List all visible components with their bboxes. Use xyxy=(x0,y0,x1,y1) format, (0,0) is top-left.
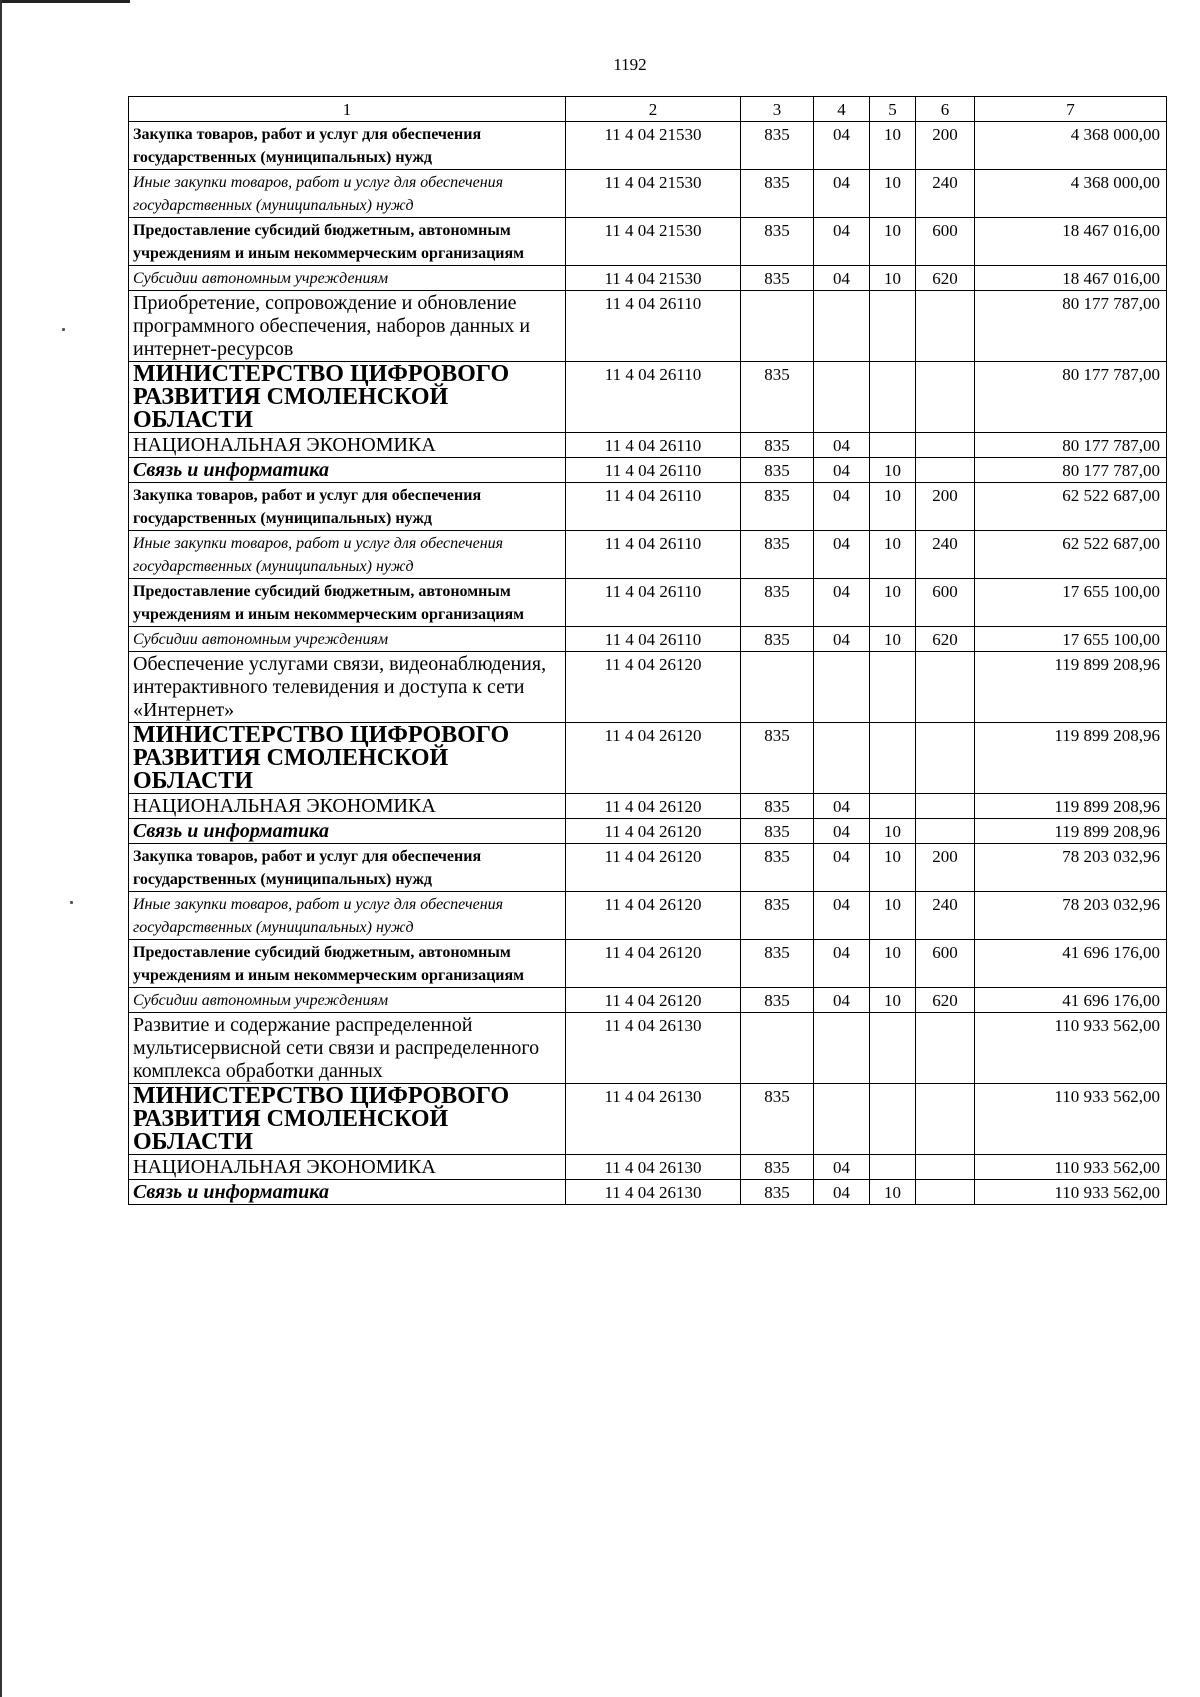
expense-type-cell xyxy=(916,652,975,723)
code-cell: 11 4 04 26120 xyxy=(566,794,741,819)
expense-type-cell xyxy=(916,291,975,362)
name-cell: НАЦИОНАЛЬНАЯ ЭКОНОМИКА xyxy=(129,433,566,458)
table-row xyxy=(129,1084,1167,1155)
code-cell: 11 4 04 26120 xyxy=(566,844,741,892)
code-cell: 11 4 04 26120 xyxy=(566,723,741,794)
table-body xyxy=(129,97,1167,1205)
name-cell: Закупка товаров, работ и услуг для обеспечения государственных (муниципальных) нужд xyxy=(129,844,566,892)
amount-cell: 17 655 100,00 xyxy=(975,627,1167,652)
subsection-cell xyxy=(870,652,916,723)
expense-type-cell: 620 xyxy=(916,266,975,291)
code-cell: 11 4 04 26130 xyxy=(566,1013,741,1084)
section-cell: 04 xyxy=(814,1180,870,1205)
subsection-cell xyxy=(870,291,916,362)
subsection-cell: 10 xyxy=(870,940,916,988)
section-cell: 04 xyxy=(814,844,870,892)
admin-code-cell: 835 xyxy=(741,627,814,652)
admin-code-cell: 835 xyxy=(741,844,814,892)
expense-type-cell xyxy=(916,433,975,458)
expense-type-cell: 600 xyxy=(916,940,975,988)
admin-code-cell: 835 xyxy=(741,940,814,988)
section-cell: 04 xyxy=(814,892,870,940)
table-row xyxy=(129,291,1167,362)
expense-type-cell: 200 xyxy=(916,844,975,892)
name-cell: НАЦИОНАЛЬНАЯ ЭКОНОМИКА xyxy=(129,794,566,819)
table-row xyxy=(129,483,1167,531)
code-cell: 11 4 04 26120 xyxy=(566,940,741,988)
section-cell: 04 xyxy=(814,433,870,458)
admin-code-cell: 835 xyxy=(741,1155,814,1180)
name-cell: Закупка товаров, работ и услуг для обеспечения государственных (муниципальных) нужд xyxy=(129,122,566,170)
amount-cell: 119 899 208,96 xyxy=(975,723,1167,794)
subsection-cell xyxy=(870,1084,916,1155)
amount-cell: 62 522 687,00 xyxy=(975,483,1167,531)
section-cell: 04 xyxy=(814,627,870,652)
subsection-cell xyxy=(870,1013,916,1084)
header-cell: 1 xyxy=(129,97,566,122)
name-cell: Предоставление субсидий бюджетным, автономным учреждениям и иным некоммерческим организациям xyxy=(129,579,566,627)
subsection-cell: 10 xyxy=(870,1180,916,1205)
amount-cell: 18 467 016,00 xyxy=(975,218,1167,266)
name-cell: Иные закупки товаров, работ и услуг для обеспечения государственных (муниципальных) нужд xyxy=(129,531,566,579)
subsection-cell: 10 xyxy=(870,844,916,892)
subsection-cell xyxy=(870,794,916,819)
scan-edge-top xyxy=(0,0,130,3)
table-row xyxy=(129,458,1167,483)
expense-type-cell xyxy=(916,794,975,819)
name-cell: Связь и информатика xyxy=(129,819,566,844)
code-cell: 11 4 04 26110 xyxy=(566,433,741,458)
name-cell: Субсидии автономным учреждениям xyxy=(129,266,566,291)
subsection-cell: 10 xyxy=(870,483,916,531)
code-cell: 11 4 04 26110 xyxy=(566,531,741,579)
name-cell: НАЦИОНАЛЬНАЯ ЭКОНОМИКА xyxy=(129,1155,566,1180)
code-cell: 11 4 04 26120 xyxy=(566,819,741,844)
table-row xyxy=(129,723,1167,794)
admin-code-cell: 835 xyxy=(741,218,814,266)
header-cell: 6 xyxy=(916,97,975,122)
name-cell: Обеспечение услугами связи, видеонаблюдения, интерактивного телевидения и доступа к сети «Интернет» xyxy=(129,652,566,723)
section-cell: 04 xyxy=(814,579,870,627)
scan-speck xyxy=(70,901,73,904)
amount-cell: 18 467 016,00 xyxy=(975,266,1167,291)
admin-code-cell xyxy=(741,291,814,362)
scan-edge-left xyxy=(0,0,2,1697)
expense-type-cell: 620 xyxy=(916,627,975,652)
section-cell: 04 xyxy=(814,218,870,266)
amount-cell: 80 177 787,00 xyxy=(975,291,1167,362)
amount-cell: 80 177 787,00 xyxy=(975,458,1167,483)
subsection-cell xyxy=(870,723,916,794)
code-cell: 11 4 04 21530 xyxy=(566,218,741,266)
code-cell: 11 4 04 26130 xyxy=(566,1180,741,1205)
section-cell: 04 xyxy=(814,170,870,218)
amount-cell: 119 899 208,96 xyxy=(975,819,1167,844)
amount-cell: 80 177 787,00 xyxy=(975,433,1167,458)
table-row xyxy=(129,122,1167,170)
amount-cell: 41 696 176,00 xyxy=(975,988,1167,1013)
admin-code-cell: 835 xyxy=(741,892,814,940)
amount-cell: 119 899 208,96 xyxy=(975,652,1167,723)
admin-code-cell xyxy=(741,652,814,723)
budget-table xyxy=(128,96,1167,1205)
name-cell: Субсидии автономным учреждениям xyxy=(129,627,566,652)
code-cell: 11 4 04 26120 xyxy=(566,892,741,940)
subsection-cell: 10 xyxy=(870,819,916,844)
amount-cell: 110 933 562,00 xyxy=(975,1180,1167,1205)
subsection-cell: 10 xyxy=(870,627,916,652)
name-cell: Предоставление субсидий бюджетным, автономным учреждениям и иным некоммерческим организациям xyxy=(129,940,566,988)
code-cell: 11 4 04 26110 xyxy=(566,627,741,652)
header-cell: 3 xyxy=(741,97,814,122)
header-cell: 4 xyxy=(814,97,870,122)
amount-cell: 80 177 787,00 xyxy=(975,362,1167,433)
section-cell xyxy=(814,362,870,433)
code-cell: 11 4 04 26110 xyxy=(566,458,741,483)
expense-type-cell xyxy=(916,458,975,483)
name-cell: Предоставление субсидий бюджетным, автономным учреждениям и иным некоммерческим организациям xyxy=(129,218,566,266)
amount-cell: 110 933 562,00 xyxy=(975,1084,1167,1155)
code-cell: 11 4 04 21530 xyxy=(566,170,741,218)
expense-type-cell xyxy=(916,1155,975,1180)
expense-type-cell: 240 xyxy=(916,892,975,940)
subsection-cell: 10 xyxy=(870,122,916,170)
name-cell: Иные закупки товаров, работ и услуг для обеспечения государственных (муниципальных) нужд xyxy=(129,892,566,940)
section-cell xyxy=(814,723,870,794)
table-row xyxy=(129,844,1167,892)
expense-type-cell xyxy=(916,362,975,433)
admin-code-cell: 835 xyxy=(741,1180,814,1205)
table-row xyxy=(129,627,1167,652)
expense-type-cell: 200 xyxy=(916,122,975,170)
subsection-cell xyxy=(870,362,916,433)
admin-code-cell: 835 xyxy=(741,170,814,218)
admin-code-cell: 835 xyxy=(741,122,814,170)
table-row xyxy=(129,1180,1167,1205)
table-row xyxy=(129,819,1167,844)
table-row xyxy=(129,652,1167,723)
page-number: 1192 xyxy=(613,55,647,74)
subsection-cell: 10 xyxy=(870,988,916,1013)
expense-type-cell xyxy=(916,723,975,794)
header-cell: 7 xyxy=(975,97,1167,122)
table-row xyxy=(129,433,1167,458)
table-row xyxy=(129,218,1167,266)
expense-type-cell xyxy=(916,1180,975,1205)
name-cell: МИНИСТЕРСТВО ЦИФРОВОГО РАЗВИТИЯ СМОЛЕНСКОЙ ОБЛАСТИ xyxy=(129,362,566,433)
table-row xyxy=(129,892,1167,940)
admin-code-cell: 835 xyxy=(741,433,814,458)
amount-cell: 110 933 562,00 xyxy=(975,1013,1167,1084)
code-cell: 11 4 04 26130 xyxy=(566,1155,741,1180)
code-cell: 11 4 04 26110 xyxy=(566,291,741,362)
code-cell: 11 4 04 21530 xyxy=(566,266,741,291)
name-cell: Развитие и содержание распределенной мультисервисной сети связи и распределенного комплекса обработки данных xyxy=(129,1013,566,1084)
expense-type-cell: 240 xyxy=(916,531,975,579)
section-cell: 04 xyxy=(814,458,870,483)
amount-cell: 119 899 208,96 xyxy=(975,794,1167,819)
expense-type-cell xyxy=(916,1084,975,1155)
section-cell xyxy=(814,652,870,723)
code-cell: 11 4 04 26110 xyxy=(566,483,741,531)
section-cell: 04 xyxy=(814,940,870,988)
admin-code-cell: 835 xyxy=(741,794,814,819)
table-row xyxy=(129,940,1167,988)
section-cell: 04 xyxy=(814,794,870,819)
admin-code-cell: 835 xyxy=(741,579,814,627)
code-cell: 11 4 04 26130 xyxy=(566,1084,741,1155)
subsection-cell: 10 xyxy=(870,170,916,218)
section-cell: 04 xyxy=(814,531,870,579)
header-cell: 5 xyxy=(870,97,916,122)
subsection-cell: 10 xyxy=(870,458,916,483)
section-cell: 04 xyxy=(814,988,870,1013)
amount-cell: 17 655 100,00 xyxy=(975,579,1167,627)
admin-code-cell: 835 xyxy=(741,362,814,433)
expense-type-cell: 600 xyxy=(916,218,975,266)
table-row xyxy=(129,531,1167,579)
table-row xyxy=(129,988,1167,1013)
expense-type-cell: 240 xyxy=(916,170,975,218)
section-cell: 04 xyxy=(814,483,870,531)
amount-cell: 4 368 000,00 xyxy=(975,170,1167,218)
subsection-cell: 10 xyxy=(870,579,916,627)
table-row xyxy=(129,266,1167,291)
section-cell: 04 xyxy=(814,266,870,291)
subsection-cell xyxy=(870,433,916,458)
admin-code-cell: 835 xyxy=(741,988,814,1013)
section-cell: 04 xyxy=(814,122,870,170)
amount-cell: 4 368 000,00 xyxy=(975,122,1167,170)
name-cell: Приобретение, сопровождение и обновление программного обеспечения, наборов данных и интернет-ресурсов xyxy=(129,291,566,362)
header-cell: 2 xyxy=(566,97,741,122)
admin-code-cell: 835 xyxy=(741,266,814,291)
amount-cell: 41 696 176,00 xyxy=(975,940,1167,988)
name-cell: МИНИСТЕРСТВО ЦИФРОВОГО РАЗВИТИЯ СМОЛЕНСКОЙ ОБЛАСТИ xyxy=(129,1084,566,1155)
code-cell: 11 4 04 26120 xyxy=(566,652,741,723)
admin-code-cell xyxy=(741,1013,814,1084)
admin-code-cell: 835 xyxy=(741,531,814,579)
header-row xyxy=(129,97,1167,122)
section-cell xyxy=(814,1084,870,1155)
subsection-cell: 10 xyxy=(870,266,916,291)
subsection-cell: 10 xyxy=(870,531,916,579)
expense-type-cell: 200 xyxy=(916,483,975,531)
table-row xyxy=(129,1155,1167,1180)
section-cell: 04 xyxy=(814,819,870,844)
amount-cell: 78 203 032,96 xyxy=(975,844,1167,892)
expense-type-cell: 620 xyxy=(916,988,975,1013)
subsection-cell: 10 xyxy=(870,218,916,266)
scan-speck xyxy=(62,328,65,331)
section-cell xyxy=(814,291,870,362)
table-row xyxy=(129,170,1167,218)
subsection-cell: 10 xyxy=(870,892,916,940)
admin-code-cell: 835 xyxy=(741,483,814,531)
section-cell: 04 xyxy=(814,1155,870,1180)
name-cell: Иные закупки товаров, работ и услуг для обеспечения государственных (муниципальных) нужд xyxy=(129,170,566,218)
code-cell: 11 4 04 26110 xyxy=(566,579,741,627)
expense-type-cell xyxy=(916,819,975,844)
admin-code-cell: 835 xyxy=(741,458,814,483)
table-row xyxy=(129,362,1167,433)
amount-cell: 78 203 032,96 xyxy=(975,892,1167,940)
admin-code-cell: 835 xyxy=(741,1084,814,1155)
table-row xyxy=(129,794,1167,819)
name-cell: Субсидии автономным учреждениям xyxy=(129,988,566,1013)
expense-type-cell: 600 xyxy=(916,579,975,627)
amount-cell: 110 933 562,00 xyxy=(975,1155,1167,1180)
subsection-cell xyxy=(870,1155,916,1180)
code-cell: 11 4 04 26110 xyxy=(566,362,741,433)
name-cell: МИНИСТЕРСТВО ЦИФРОВОГО РАЗВИТИЯ СМОЛЕНСКОЙ ОБЛАСТИ xyxy=(129,723,566,794)
code-cell: 11 4 04 26120 xyxy=(566,988,741,1013)
code-cell: 11 4 04 21530 xyxy=(566,122,741,170)
section-cell xyxy=(814,1013,870,1084)
name-cell: Закупка товаров, работ и услуг для обеспечения государственных (муниципальных) нужд xyxy=(129,483,566,531)
admin-code-cell: 835 xyxy=(741,723,814,794)
name-cell: Связь и информатика xyxy=(129,458,566,483)
table-row xyxy=(129,1013,1167,1084)
name-cell: Связь и информатика xyxy=(129,1180,566,1205)
amount-cell: 62 522 687,00 xyxy=(975,531,1167,579)
table-row xyxy=(129,579,1167,627)
admin-code-cell: 835 xyxy=(741,819,814,844)
expense-type-cell xyxy=(916,1013,975,1084)
